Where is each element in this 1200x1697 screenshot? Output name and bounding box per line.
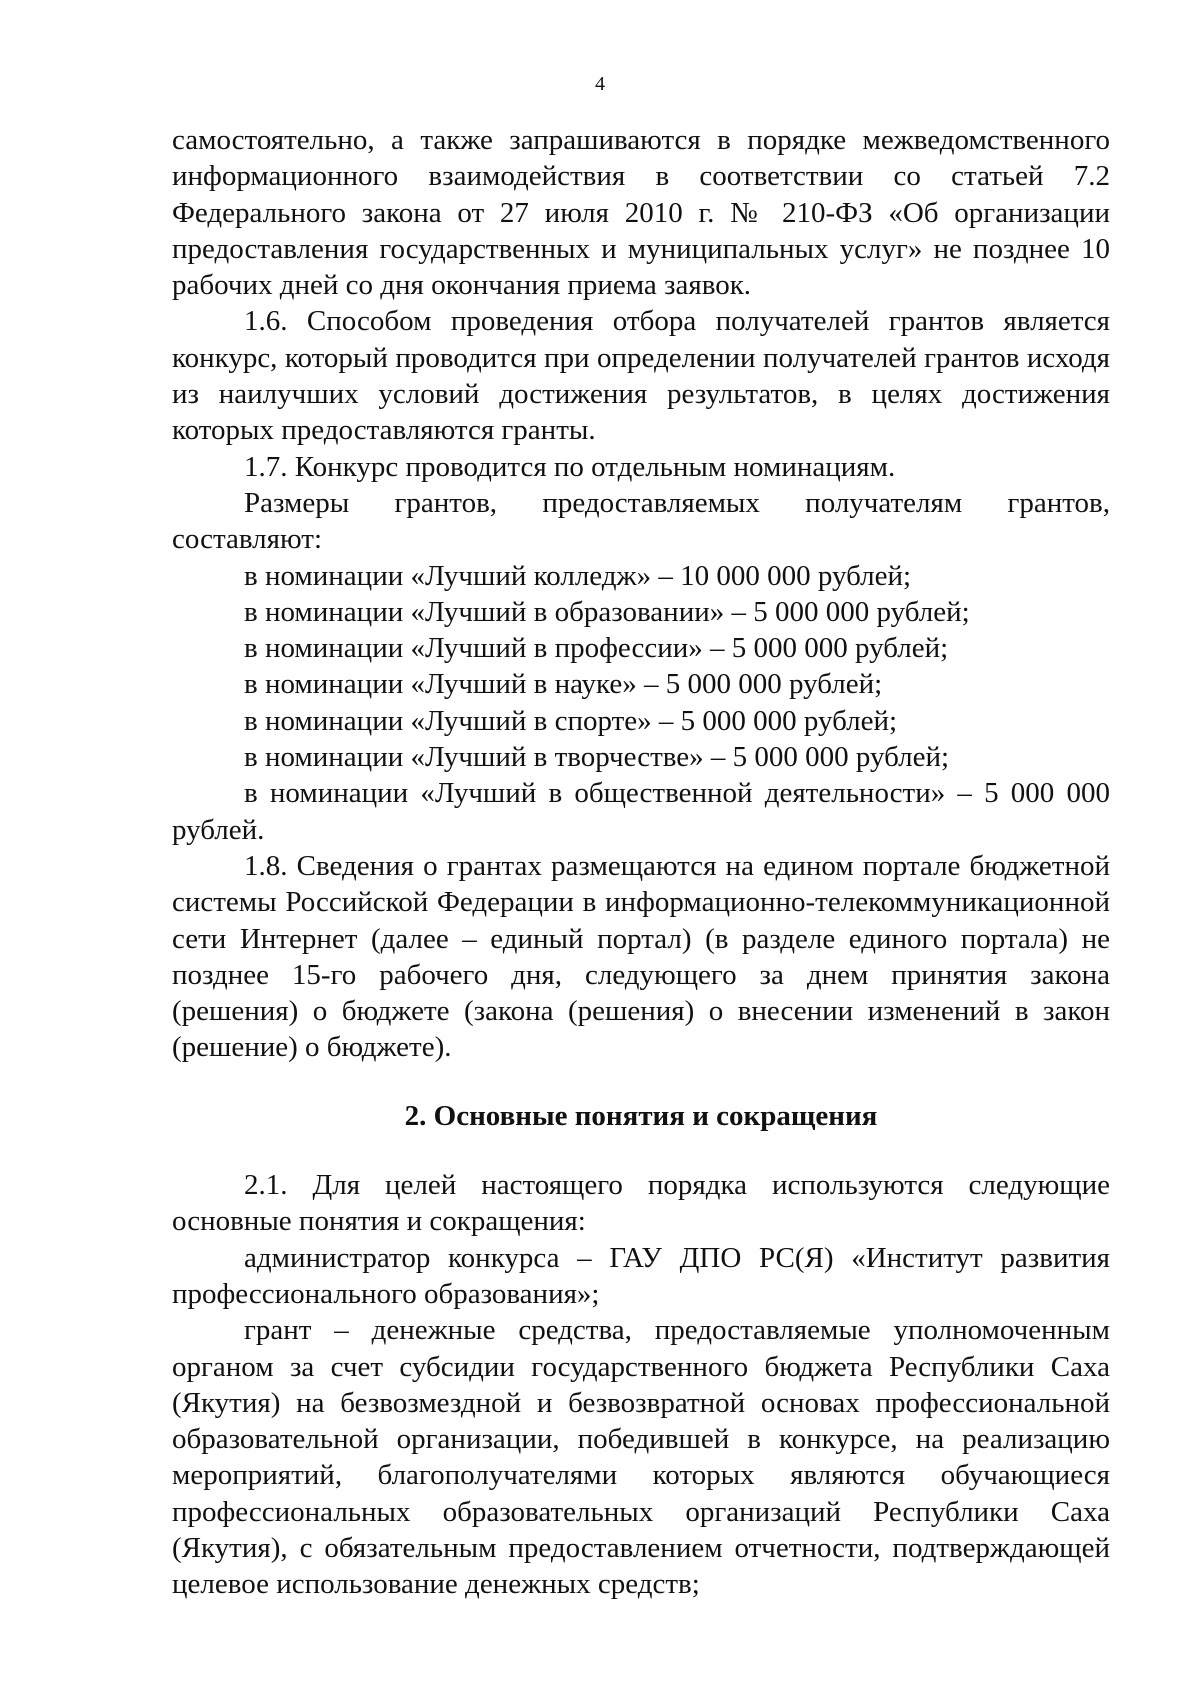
nomination-item: в номинации «Лучший в творчестве» – 5 000 000 рублей;: [244, 741, 950, 774]
nomination-item: в номинации «Лучший в спорте» – 5 000 000 рублей;: [244, 704, 898, 737]
page-number: 4: [595, 73, 605, 95]
paragraph-1-6: 1.6. Способом проведения отбора получателей грантов является конкурс, который проводится при определении получателей грантов исходя из наилучших условий достижения результатов, в целях достижения которых предоставляются гранты.: [172, 305, 1110, 447]
document-body: [172, 122, 1110, 1603]
nomination-item: в номинации «Лучший в общественной деятельности» – 5 000 000 рублей.: [172, 777, 1110, 846]
nomination-item: в номинации «Лучший в образовании» – 5 000 000 рублей;: [244, 595, 970, 628]
definition-grant: грант – денежные средства, предоставляемые уполномоченным органом за счет субсидии государственного бюджета Республики Саха (Якутия) на безвозмездной и безвозвратной основах профессиональной образовательной организации, победившей в конкурсе, на реализацию мероприятий, благополучателями которых являются обучающиеся профессиональных образовательных организаций Республики Саха (Якутия), с обязательным предоставлением отчетности, подтверждающей целевое использование денежных средств;: [172, 1314, 1110, 1601]
nomination-item: в номинации «Лучший колледж» – 10 000 000 рублей;: [244, 559, 912, 592]
nomination-item: в номинации «Лучший в профессии» – 5 000 000 рублей;: [244, 632, 949, 665]
section-heading: 2. Основные понятия и сокращения: [404, 1099, 878, 1132]
paragraph-1-7: 1.7. Конкурс проводится по отдельным номинациям.: [244, 450, 896, 483]
paragraph-1-8: 1.8. Сведения о грантах размещаются на едином портале бюджетной системы Российской Федерации в информационно-телекоммуникационной сети Интернет (далее – единый портал) (в разделе единого портала) не позднее 15-го рабочего дня, следующего за днем принятия закона (решения) о бюджете (закона (решения) о внесении изменений в закон (решение) о бюджете).: [172, 849, 1110, 1064]
definition-administrator: администратор конкурса – ГАУ ДПО РС(Я) «Институт развития профессионального образования»;: [172, 1241, 1110, 1310]
grant-sizes-intro: Размеры грантов, предоставляемых получателям грантов, составляют:: [172, 486, 1110, 556]
paragraph-2-1: 2.1. Для целей настоящего порядка используются следующие основные понятия и сокращения:: [172, 1169, 1110, 1238]
paragraph: самостоятельно, а также запрашиваются в порядке межведомственного информационного взаимодействия в соответствии со статьей 7.2 Федерального закона от 27 июля 2010 г. № 210-ФЗ «Об организации предоставления государственных и муниципальных услуг» не позднее 10 рабочих дней со дня окончания приема заявок.: [172, 124, 1110, 302]
nomination-item: в номинации «Лучший в науке» – 5 000 000 рублей;: [244, 668, 883, 701]
